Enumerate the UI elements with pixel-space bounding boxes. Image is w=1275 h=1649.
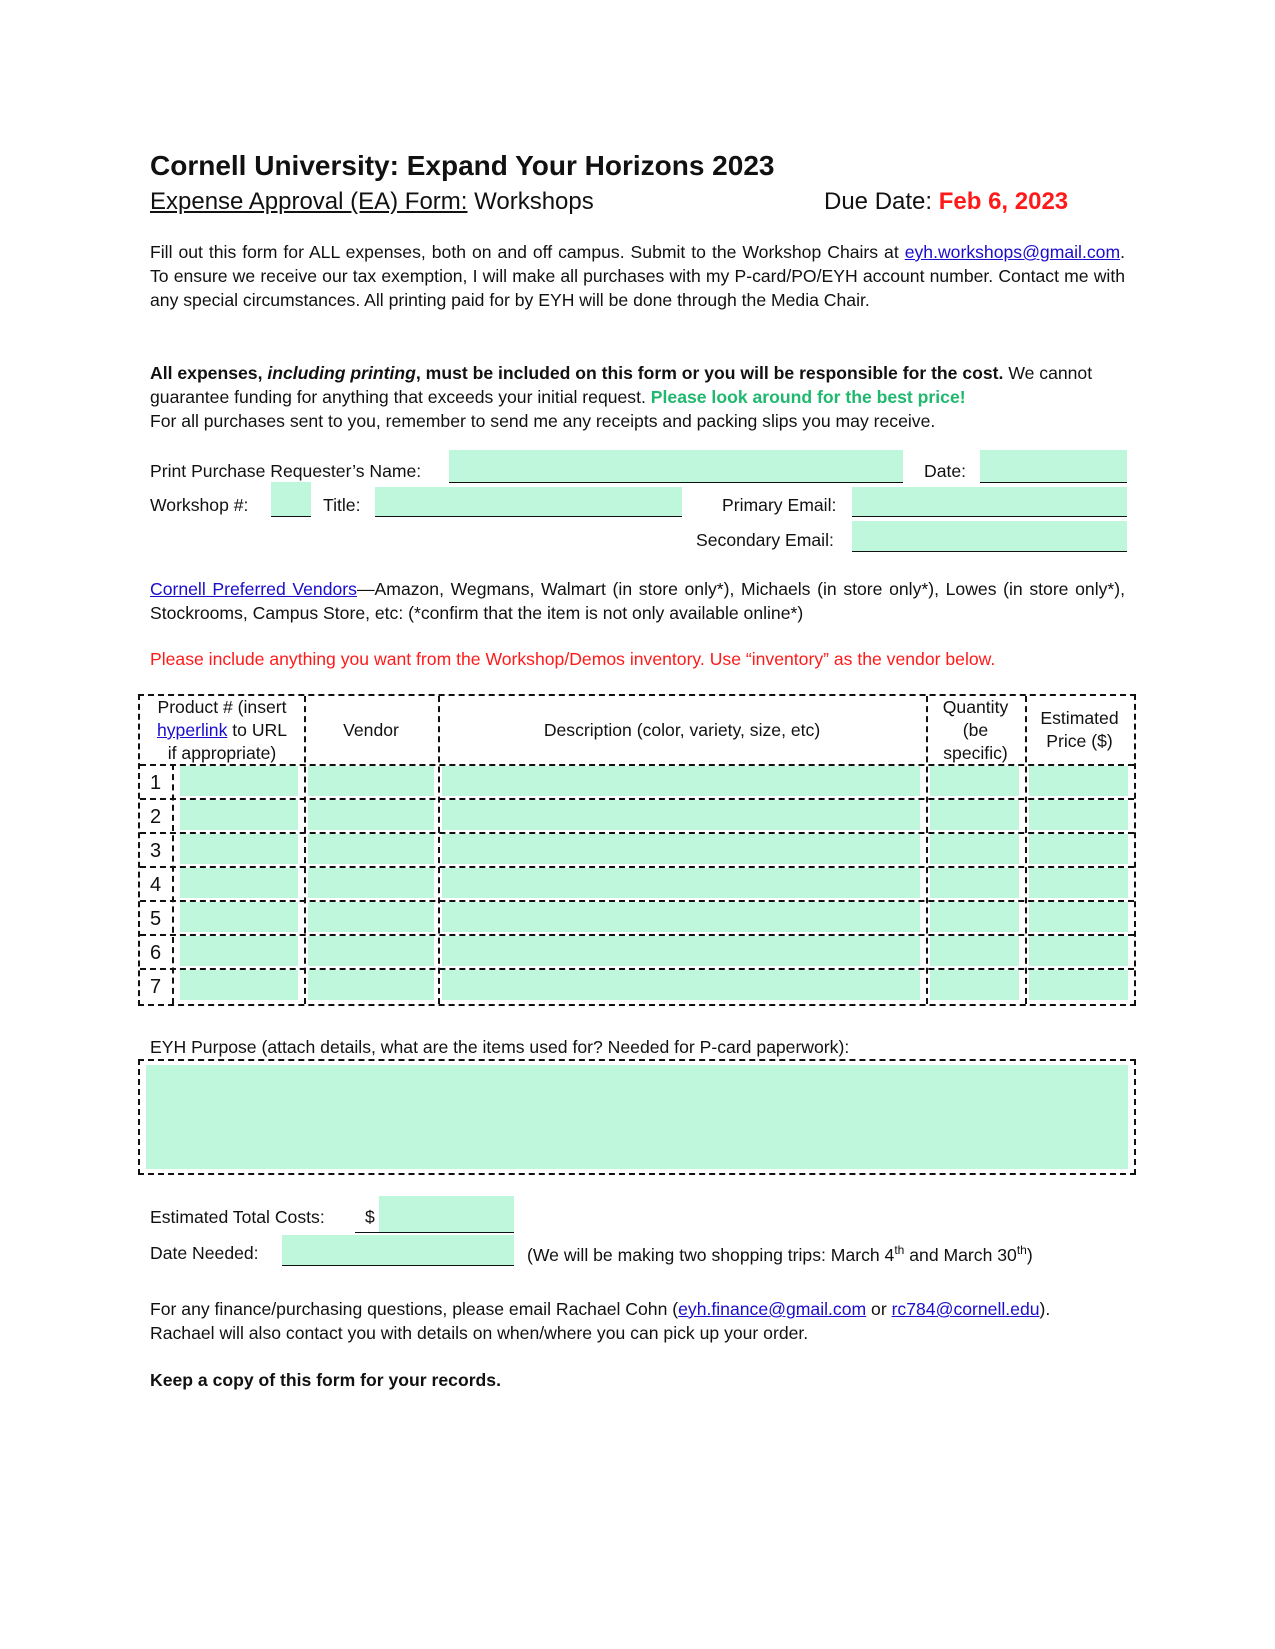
secondary-email-label: Secondary Email: (696, 530, 834, 550)
expenses-bold-b: , must be included on this form or you will be responsible for the cost. (415, 363, 1004, 383)
row-number: 5 (150, 908, 162, 930)
price-cell[interactable] (1029, 868, 1128, 898)
row-number: 2 (150, 806, 162, 828)
quantity-cell[interactable] (930, 970, 1019, 1000)
intro-text-a: Fill out this form for ALL expenses, both on and off campus. Submit to the Workshop Chairs at (150, 242, 899, 262)
expenses-paragraph (150, 361, 1125, 433)
product-cell[interactable] (180, 902, 298, 932)
form-type: Workshops (474, 188, 594, 215)
workshop-title-label: Title: (323, 495, 361, 515)
inventory-note: Please include anything you want from the Workshop/Demos inventory. Use “inventory” as the vendor below. (150, 649, 996, 669)
description-cell[interactable] (442, 766, 920, 796)
keep-copy-note: Keep a copy of this form for your records. (150, 1370, 501, 1390)
cornell-email-link[interactable]: rc784@cornell.edu (891, 1299, 1040, 1319)
description-cell[interactable] (442, 936, 920, 966)
requester-name-field[interactable] (449, 450, 903, 483)
workshop-title-field[interactable] (375, 487, 682, 517)
secondary-email-field[interactable] (852, 521, 1127, 552)
vendor-cell[interactable] (308, 868, 434, 898)
header-quantity: Quantity (be specific) (942, 697, 1009, 763)
currency-symbol: $ (365, 1207, 375, 1227)
purpose-box (138, 1059, 1136, 1175)
intro-paragraph (150, 240, 1125, 312)
row-number: 6 (150, 942, 162, 964)
best-price-note: Please look around for the best price! (650, 387, 966, 407)
due-date: Feb 6, 2023 (938, 188, 1069, 215)
vendor-cell[interactable] (308, 800, 434, 830)
vendor-cell[interactable] (308, 766, 434, 796)
product-cell[interactable] (180, 834, 298, 864)
workshop-number-field[interactable] (271, 482, 311, 517)
shopping-trips-note: (We will be making two shopping trips: March 4th and March 30th) (527, 1243, 1033, 1265)
header-product: Product # (insert hyperlink to URL if appropriate) (156, 697, 288, 763)
product-cell[interactable] (180, 800, 298, 830)
finance-contact-paragraph: For any finance/purchasing questions, please email Rachael Cohn (eyh.finance@gmail.com or rc784@cornell.edu). Rachael will also contact you with details on when/where you can pick up your order. (150, 1299, 1051, 1343)
vendor-cell[interactable] (308, 834, 434, 864)
preferred-vendors-text: —Amazon, Wegmans, Walmart (in store only*), Michaels (in store only*), Lowes (in store only*), Stockrooms, Campus Store, etc: (*confirm that the item is not only available online*) (150, 579, 1125, 623)
expenses-rest: We cannot guarantee funding for anything that exceeds your initial request. (150, 363, 1093, 407)
description-cell[interactable] (442, 902, 920, 932)
row-number: 3 (150, 840, 162, 862)
finance-email-link[interactable]: eyh.finance@gmail.com (678, 1299, 867, 1319)
row-number: 4 (150, 874, 162, 896)
date-label: Date: (924, 461, 967, 481)
quantity-cell[interactable] (930, 868, 1019, 898)
price-cell[interactable] (1029, 936, 1128, 966)
product-cell[interactable] (180, 970, 298, 1000)
product-cell[interactable] (180, 766, 298, 796)
header-price: Estimated Price ($) (1040, 708, 1119, 751)
quantity-cell[interactable] (930, 834, 1019, 864)
description-cell[interactable] (442, 868, 920, 898)
vendor-cell[interactable] (308, 902, 434, 932)
preferred-vendors-link[interactable]: Cornell Preferred Vendors (150, 579, 357, 599)
preferred-vendors-paragraph (150, 577, 1125, 625)
workshops-email-link[interactable]: eyh.workshops@gmail.com (904, 242, 1121, 262)
quantity-cell[interactable] (930, 902, 1019, 932)
price-cell[interactable] (1029, 766, 1128, 796)
vendor-cell[interactable] (308, 936, 434, 966)
primary-email-label: Primary Email: (722, 495, 837, 515)
quantity-cell[interactable] (930, 936, 1019, 966)
items-table (138, 694, 1136, 1006)
form-label: Expense Approval (EA) Form: (150, 188, 468, 215)
purpose-label: EYH Purpose (attach details, what are the items used for? Needed for P-card paperwork): (150, 1037, 850, 1057)
total-cost-underline (355, 1232, 379, 1233)
form-subtitle (150, 188, 594, 216)
header-description: Description (color, variety, size, etc) (543, 720, 821, 740)
requester-name-label: Print Purchase Requester’s Name: (150, 461, 422, 481)
primary-email-field[interactable] (852, 487, 1127, 517)
header-vendor: Vendor (343, 720, 399, 740)
total-cost-field[interactable] (379, 1196, 514, 1233)
product-cell[interactable] (180, 936, 298, 966)
price-cell[interactable] (1029, 970, 1128, 1000)
due-date-line (824, 188, 1068, 216)
product-cell[interactable] (180, 868, 298, 898)
date-field[interactable] (980, 450, 1127, 483)
row-number: 1 (150, 772, 162, 794)
total-cost-label: Estimated Total Costs: (150, 1207, 325, 1227)
hyperlink-link[interactable]: hyperlink (156, 720, 228, 740)
purpose-field[interactable] (146, 1065, 1128, 1169)
description-cell[interactable] (442, 800, 920, 830)
quantity-cell[interactable] (930, 766, 1019, 796)
receipts-note: For all purchases sent to you, remember to send me any receipts and packing slips you may receive. (150, 411, 936, 431)
price-cell[interactable] (1029, 902, 1128, 932)
workshop-number-label: Workshop #: (150, 495, 249, 515)
due-label: Due Date: (824, 188, 933, 215)
price-cell[interactable] (1029, 800, 1128, 830)
vendor-cell[interactable] (308, 970, 434, 1000)
page-title: Cornell University: Expand Your Horizons 2023 (150, 150, 775, 181)
price-cell[interactable] (1029, 834, 1128, 864)
description-cell[interactable] (442, 834, 920, 864)
expenses-bold-italic: including printing (267, 363, 416, 383)
date-needed-label: Date Needed: (150, 1243, 259, 1263)
row-number: 7 (150, 976, 162, 998)
description-cell[interactable] (442, 970, 920, 1000)
intro-text-b: . To ensure we receive our tax exemption, I will make all purchases with my P-card/PO/EYH account number. Contact me with any special circumstances. All printing paid for by EYH will be done through the Media Chair. (150, 242, 1125, 310)
quantity-cell[interactable] (930, 800, 1019, 830)
date-needed-field[interactable] (282, 1235, 514, 1266)
expenses-bold-a: All expenses, (150, 363, 263, 383)
